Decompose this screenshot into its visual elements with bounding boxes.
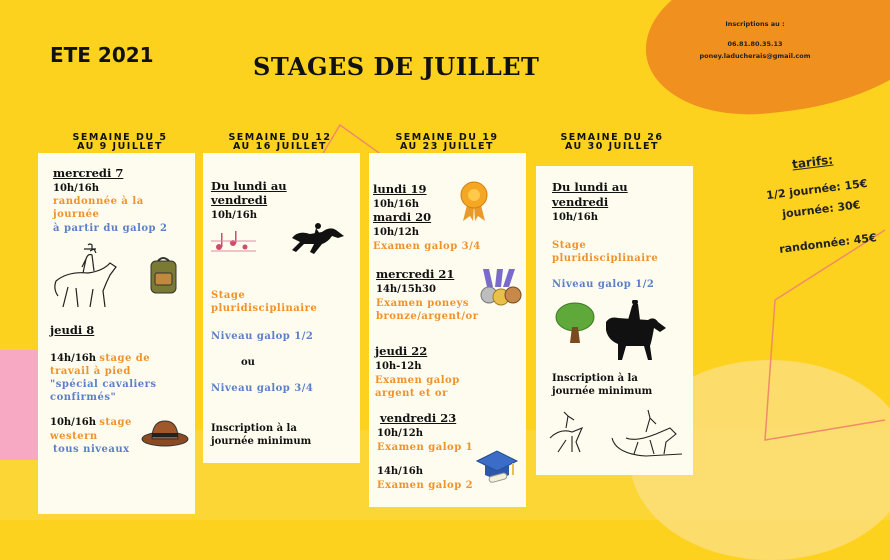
inscription-note: journée minimum <box>552 386 653 397</box>
season-label: ETE 2021 <box>50 43 154 67</box>
week-3-header-line1: SEMAINE DU 19 <box>395 132 499 143</box>
tarif-demi-journee: 1/2 journée: 15€ <box>765 176 869 203</box>
medals-icon <box>479 267 524 309</box>
backpack-icon <box>146 255 181 295</box>
week-2-header <box>215 133 345 151</box>
day-mardi-20: mardi 20 <box>373 210 432 224</box>
cowboy-hat-icon <box>140 415 190 450</box>
activity-text: confirmés" <box>50 392 117 403</box>
day-lundi-19: lundi 19 <box>373 182 427 196</box>
inscription-note: journée minimum <box>211 436 312 447</box>
activity-text: stage de <box>99 353 151 364</box>
day-jeudi-8: jeudi 8 <box>50 323 95 337</box>
week-1-header <box>55 133 185 151</box>
activity-text: stage <box>99 417 132 428</box>
music-notes-icon <box>211 229 256 254</box>
week-4-header <box>547 133 677 151</box>
exam-text: Examen galop 2 <box>377 480 474 491</box>
activity-text: travail à pied <box>50 366 131 377</box>
level-text: à partir du galop 2 <box>53 223 168 234</box>
level-text: Niveau galop 3/4 <box>211 383 314 394</box>
week-3-card <box>369 153 526 507</box>
activity-line <box>50 352 150 365</box>
time-text: 10h/16h <box>50 417 97 428</box>
day-range-line1: Du lundi au <box>211 179 287 193</box>
day-range-line1: Du lundi au <box>552 180 628 194</box>
stage-label: Stage <box>211 290 246 301</box>
level-text: Niveau galop 1/2 <box>211 331 314 342</box>
time-text: 10h-12h <box>375 361 422 372</box>
tarif-journee: journée: 30€ <box>781 198 862 221</box>
tree-icon <box>554 301 596 345</box>
time-text: 10h/16h <box>211 210 258 221</box>
exam-text: Examen galop <box>375 375 460 386</box>
exam-text: Examen galop 3/4 <box>373 241 481 252</box>
week-2-header-line2: AU 16 JUILLET <box>233 141 327 152</box>
contact-phone: 06.81.80.35.13 <box>727 40 783 48</box>
week-1-header-line1: SEMAINE DU 5 <box>72 132 168 143</box>
day-jeudi-22: jeudi 22 <box>375 344 428 358</box>
week-4-card <box>536 166 693 475</box>
time-text: 10h/16h <box>373 199 420 210</box>
level-text: Niveau galop 1/2 <box>552 279 655 290</box>
stage-label: Stage <box>552 240 587 251</box>
tarif-randonnee: randonnée: 45€ <box>778 231 878 256</box>
activity-text: randonnée à la <box>53 196 144 207</box>
week-4-header-line2: AU 30 JUILLET <box>565 141 659 152</box>
activity-text: "spécial cavaliers <box>50 379 157 390</box>
exam-text: bronze/argent/or <box>376 311 479 322</box>
exam-text: Examen poneys <box>376 298 469 309</box>
stage-label: pluridisciplinaire <box>211 303 318 314</box>
time-text: 10h/16h <box>552 212 599 223</box>
show-jumping-icon <box>288 220 348 260</box>
time-text: 14h/15h30 <box>376 284 436 295</box>
exam-text: argent et or <box>375 388 448 399</box>
time-text: 14h/16h <box>377 466 424 477</box>
horse-race-sketch-icon <box>546 398 686 460</box>
rosette-icon <box>459 179 489 223</box>
week-1-card <box>38 153 195 514</box>
activity-line <box>50 416 132 429</box>
week-3-header <box>382 133 512 151</box>
level-text: tous niveaux <box>53 444 130 455</box>
horse-rider-sketch-icon <box>48 241 123 311</box>
week-4-header-line1: SEMAINE DU 26 <box>560 132 664 143</box>
contact-block <box>690 18 820 62</box>
exam-text: Examen galop 1 <box>377 442 474 453</box>
time-text: 10h/12h <box>377 428 424 439</box>
time-text: 14h/16h <box>50 353 97 364</box>
inscription-note: Inscription à la <box>211 423 297 434</box>
day-range-line2: vendredi <box>552 195 609 209</box>
inscriptions-label: Inscriptions au : <box>725 20 785 28</box>
page-title: STAGES DE JUILLET <box>253 52 540 81</box>
week-1-header-line2: AU 9 JUILLET <box>77 141 163 152</box>
stage-label: pluridisciplinaire <box>552 253 659 264</box>
time-text: 10h/16h <box>53 183 100 194</box>
contact-email: poney.laducherais@gmail.com <box>699 52 811 60</box>
graduation-cap-icon <box>475 449 519 483</box>
day-range-line2: vendredi <box>211 193 268 207</box>
inscription-note: Inscription à la <box>552 373 638 384</box>
week-3-header-line2: AU 23 JUILLET <box>400 141 494 152</box>
tarifs-label: tarifs: <box>791 152 834 172</box>
week-2-header-line1: SEMAINE DU 12 <box>228 132 332 143</box>
day-mercredi-7: mercredi 7 <box>53 166 124 180</box>
time-text: 10h/12h <box>373 227 420 238</box>
day-mercredi-21: mercredi 21 <box>376 267 455 281</box>
activity-text: western <box>50 431 98 442</box>
week-2-card <box>203 153 360 463</box>
activity-text: journée <box>53 209 100 220</box>
or-text: ou <box>241 357 255 368</box>
horse-rider-silhouette-icon <box>600 300 670 364</box>
day-vendredi-23: vendredi 23 <box>380 411 457 425</box>
